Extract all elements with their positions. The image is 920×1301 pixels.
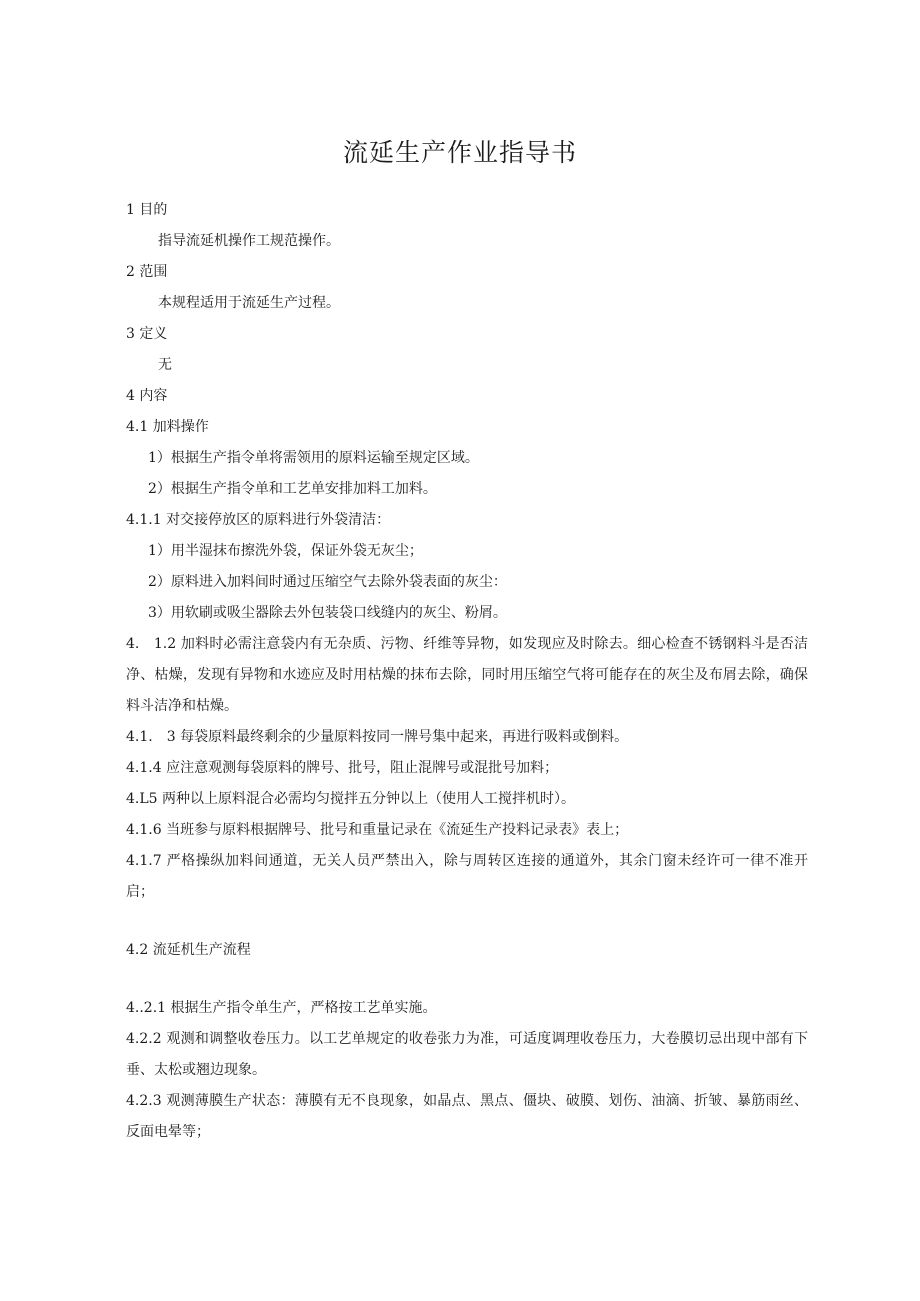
section-4-1-3: 4.1. 3 每袋原料最终剩余的少量原料按同一牌号集中起来，再进行吸料或倒料。 [126,729,629,745]
section-3-text: 无 [158,357,172,373]
section-3-heading: 3 定义 [126,326,168,342]
section-4-1-4: 4.1.4 应注意观测每袋原料的牌号、批号，阻止混牌号或混批号加料； [126,760,559,776]
section-4-1-1-item-1: 1）用半湿抹布擦洗外袋，保证外袋无灰尘； [148,543,423,559]
section-4-2-3-paragraph: 4.2.3 观测薄膜生产状态：薄膜有无不良现象，如晶点、黑点、僵块、破膜、划伤、油滴、折皱、暴筋雨丝、反面电晕等； [126,1093,808,1140]
section-1-text: 指导流延机操作工规范操作。 [158,233,340,249]
section-1-heading: 1 目的 [126,202,168,218]
section-4-1-1-heading: 4.1.1 对交接停放区的原料进行外袋清洁： [126,512,391,528]
section-4-1-5: 4.L5 两种以上原料混合必需均匀搅拌五分钟以上（使用人工搅拌机时）。 [126,791,576,807]
section-4-1-item-2: 2）根据生产指令单和工艺单安排加料工加料。 [148,481,437,497]
section-4-2-1: 4..2.1 根据生产指令单生产，严格按工艺单实施。 [126,1000,437,1016]
section-4-1-1-item-2: 2）原料进入加料间时通过压缩空气去除外袋表面的灰尘： [148,574,507,590]
document-title: 流延生产作业指导书 [342,138,577,167]
section-4-2-heading: 4.2 流延机生产流程 [126,942,251,958]
section-4-1-7-paragraph: 4.1.7 严格操纵加料间通道，无关人员严禁出入，除与周转区连接的通道外，其余门窗未经许可一律不准开启； [126,853,808,900]
section-4-heading: 4 内容 [126,388,168,404]
section-2-heading: 2 范围 [126,264,168,280]
section-2-text: 本规程适用于流延生产过程。 [158,295,340,311]
section-4-1-2-paragraph: 4. 1.2 加料时必需注意袋内有无杂质、污物、纤维等异物，如发现应及时除去。细心检查不锈钢料斗是否洁净、枯燥，发现有异物和水迹应及时用枯燥的抹布去除，同时用压缩空气将可能存在的灰尘及布屑去除，确保料斗洁净和枯燥。 [126,636,808,714]
section-4-1-item-1: 1）根据生产指令单将需领用的原料运输至规定区域。 [148,450,479,466]
section-4-2-2-paragraph: 4.2.2 观测和调整收卷压力。以工艺单规定的收卷张力为准，可适度调理收卷压力，大卷膜切忌出现中部有下垂、太松或翘边现象。 [126,1031,808,1078]
section-4-1-6: 4.1.6 当班参与原料根据牌号、批号和重量记录在《流延生产投料记录表》表上； [126,822,629,838]
section-4-1-1-item-3: 3）用软刷或吸尘器除去外包装袋口线缝内的灰尘、粉屑。 [148,605,507,621]
section-4-1-heading: 4.1 加料操作 [126,419,209,435]
